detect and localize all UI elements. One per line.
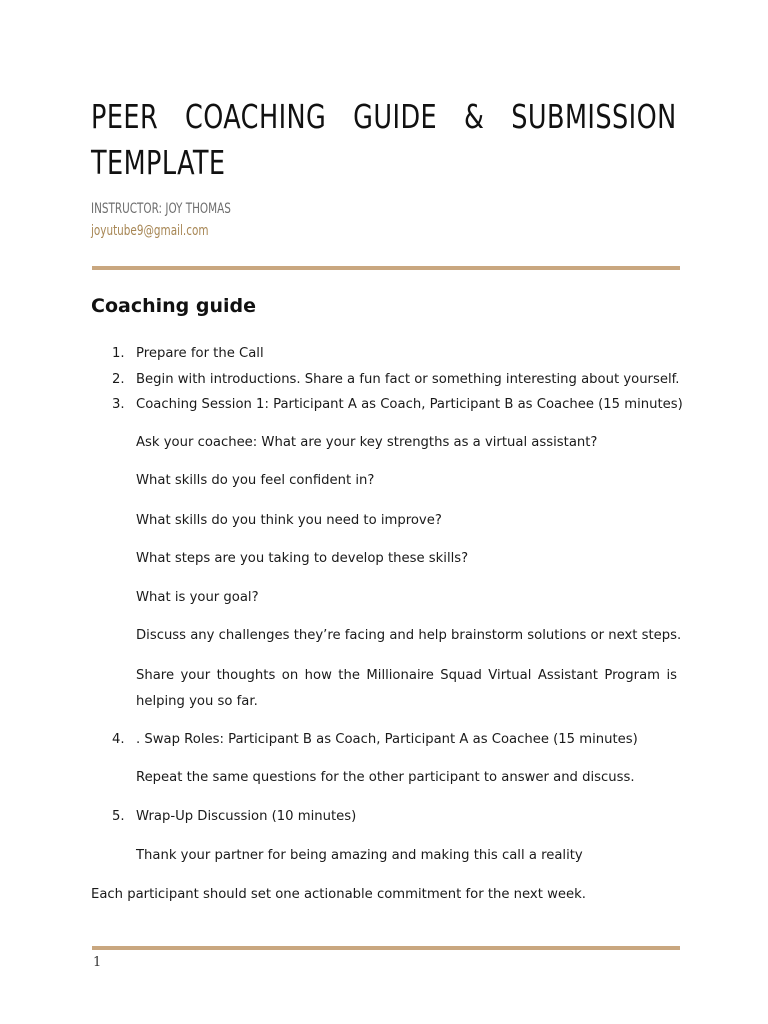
list-item-text: Wrap-Up Discussion (10 minutes) xyxy=(136,809,357,824)
footer-divider xyxy=(92,946,680,950)
session-question: What steps are you taking to develop these skills? xyxy=(136,551,469,566)
list-item-text: Prepare for the Call xyxy=(136,346,264,361)
list-item xyxy=(112,809,356,824)
list-item-number: 1. xyxy=(112,346,125,361)
list-item-text: . Swap Roles: Participant B as Coach, Participant A as Coachee (15 minutes) xyxy=(136,732,638,747)
swap-note: Repeat the same questions for the other participant to answer and discuss. xyxy=(136,770,635,785)
session-question: Ask your coachee: What are your key strengths as a virtual assistant? xyxy=(136,435,598,450)
list-item-number: 5. xyxy=(112,809,125,824)
list-item-number: 4. xyxy=(112,732,125,747)
document-title: PEER COACHING GUIDE & SUBMISSION TEMPLATE xyxy=(91,97,677,182)
session-question: What skills do you think you need to improve? xyxy=(136,513,442,528)
list-item-text: Coaching Session 1: Participant A as Coach, Participant B as Coachee (15 minutes) xyxy=(136,397,683,412)
list-item xyxy=(112,397,683,412)
instructor-name: INSTRUCTOR: JOY THOMAS xyxy=(91,201,231,217)
session-question: What is your goal? xyxy=(136,590,259,605)
closing-text: Each participant should set one actionable commitment for the next week. xyxy=(91,887,586,902)
list-item-number: 3. xyxy=(112,397,125,412)
list-item-number: 2. xyxy=(112,372,125,387)
header-divider xyxy=(92,266,680,270)
instructor-email: joyutube9@gmail.com xyxy=(91,223,209,239)
session-question: Discuss any challenges they’re facing and help brainstorm solutions or next steps. xyxy=(136,628,682,643)
session-question: What skills do you feel confident in? xyxy=(136,473,375,488)
list-item xyxy=(112,372,680,387)
session-question: Share your thoughts on how the Millionaire Squad Virtual Assistant Program is helping you so far. xyxy=(136,668,677,709)
list-item-text: Begin with introductions. Share a fun fact or something interesting about yourself. xyxy=(136,372,680,387)
section-heading: Coaching guide xyxy=(91,295,256,317)
page-number: 1 xyxy=(93,955,102,970)
wrapup-note: Thank your partner for being amazing and making this call a reality xyxy=(136,848,583,863)
list-item xyxy=(112,346,264,361)
list-item xyxy=(112,732,638,747)
